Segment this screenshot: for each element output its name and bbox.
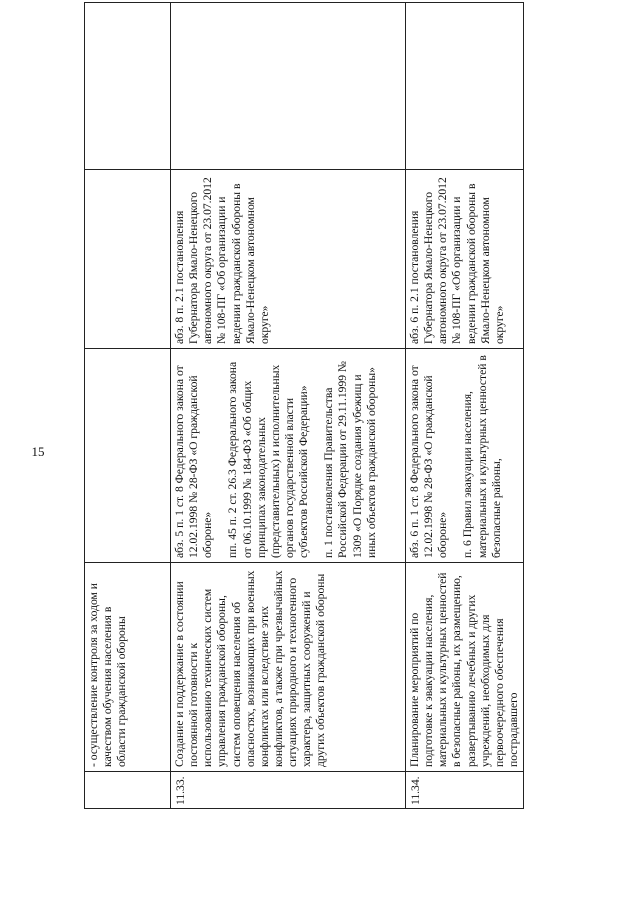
- regional-basis-paragraph: абз. 6 п. 2.1 постановления Губернатора Ямало-Ненецкого автономного округа от 23.07.2012 № 108-ПГ «Об организации и ведении гражданской обороны в Ямало-Ненецком автономном округе»: [408, 177, 506, 344]
- notes-cell: [171, 3, 406, 170]
- federal-basis-paragraph: п. 6 Правил эвакуации населения, материальных и культурных ценностей в безопасные районы,: [461, 355, 503, 558]
- federal-basis-paragraph: абз. 6 п. 1 ст. 8 Федерального закона от 12.02.1998 № 28-ФЗ «О гражданской обороне»: [408, 365, 450, 558]
- federal-basis-paragraph: пп. 45 п. 2 ст. 26.3 Федерального закона от 06.10.1999 № 184-ФЗ «Об общих принципах законодательных (представительных) и исполнительных органов государственной власти субъектов Российской Федерации»: [226, 361, 311, 558]
- row-number: [85, 772, 171, 809]
- table-row: [406, 3, 524, 809]
- table-row: [85, 3, 171, 809]
- regional-basis-paragraph: абз. 8 п. 2.1 постановления Губернатора Ямало-Ненецкого автономного округа от 23.07.2012 № 108-ПГ «Об организации и ведении гражданской обороны в Ямало-Ненецком автономном округе»: [173, 177, 271, 344]
- federal-basis-cell: [85, 349, 171, 563]
- table-row: [171, 3, 406, 809]
- activity-cell: Планирование мероприятий по подготовке к эвакуации населения, материальных и культурных ценностей в безопасные районы, их размещению, развертыванию лечебных и других учреждений, необходимых для первоочередного обеспечения пострадавшего: [406, 563, 524, 772]
- federal-basis-cell: [171, 349, 406, 563]
- federal-basis-cell: [406, 349, 524, 563]
- federal-basis-paragraph: абз. 5 п. 1 ст. 8 Федерального закона от 12.02.1998 № 28-ФЗ «О гражданской обороне»: [173, 365, 215, 558]
- regional-basis-cell: [406, 170, 524, 349]
- legal-table: [84, 2, 524, 809]
- activity-cell: - осуществление контроля за ходом и качеством обучения населения в области гражданской обороны: [85, 563, 171, 772]
- page-number: 15: [31, 444, 45, 459]
- regional-basis-cell: [85, 170, 171, 349]
- federal-basis-paragraph: п. 1 постановления Правительства Российской Федерации от 29.11.1999 № 1309 «О Порядке создания убежищ и иных объектов гражданской обороны»: [322, 361, 378, 558]
- notes-cell: [406, 3, 524, 170]
- row-number: 11.33.: [171, 772, 406, 809]
- notes-cell: [85, 3, 171, 170]
- regional-basis-cell: [171, 170, 406, 349]
- row-number: 11.34.: [406, 772, 524, 809]
- activity-cell: Создание и поддержание в состоянии постоянной готовности к использованию технических систем управления гражданской обороны, систем оповещения населения об опасностях, возникающих при военных конфликтах или вследствие этих конфликтов, а также при чрезвычайных ситуациях природного и техногенного характера, защитных сооружений и других объектов гражданской обороны: [171, 563, 406, 772]
